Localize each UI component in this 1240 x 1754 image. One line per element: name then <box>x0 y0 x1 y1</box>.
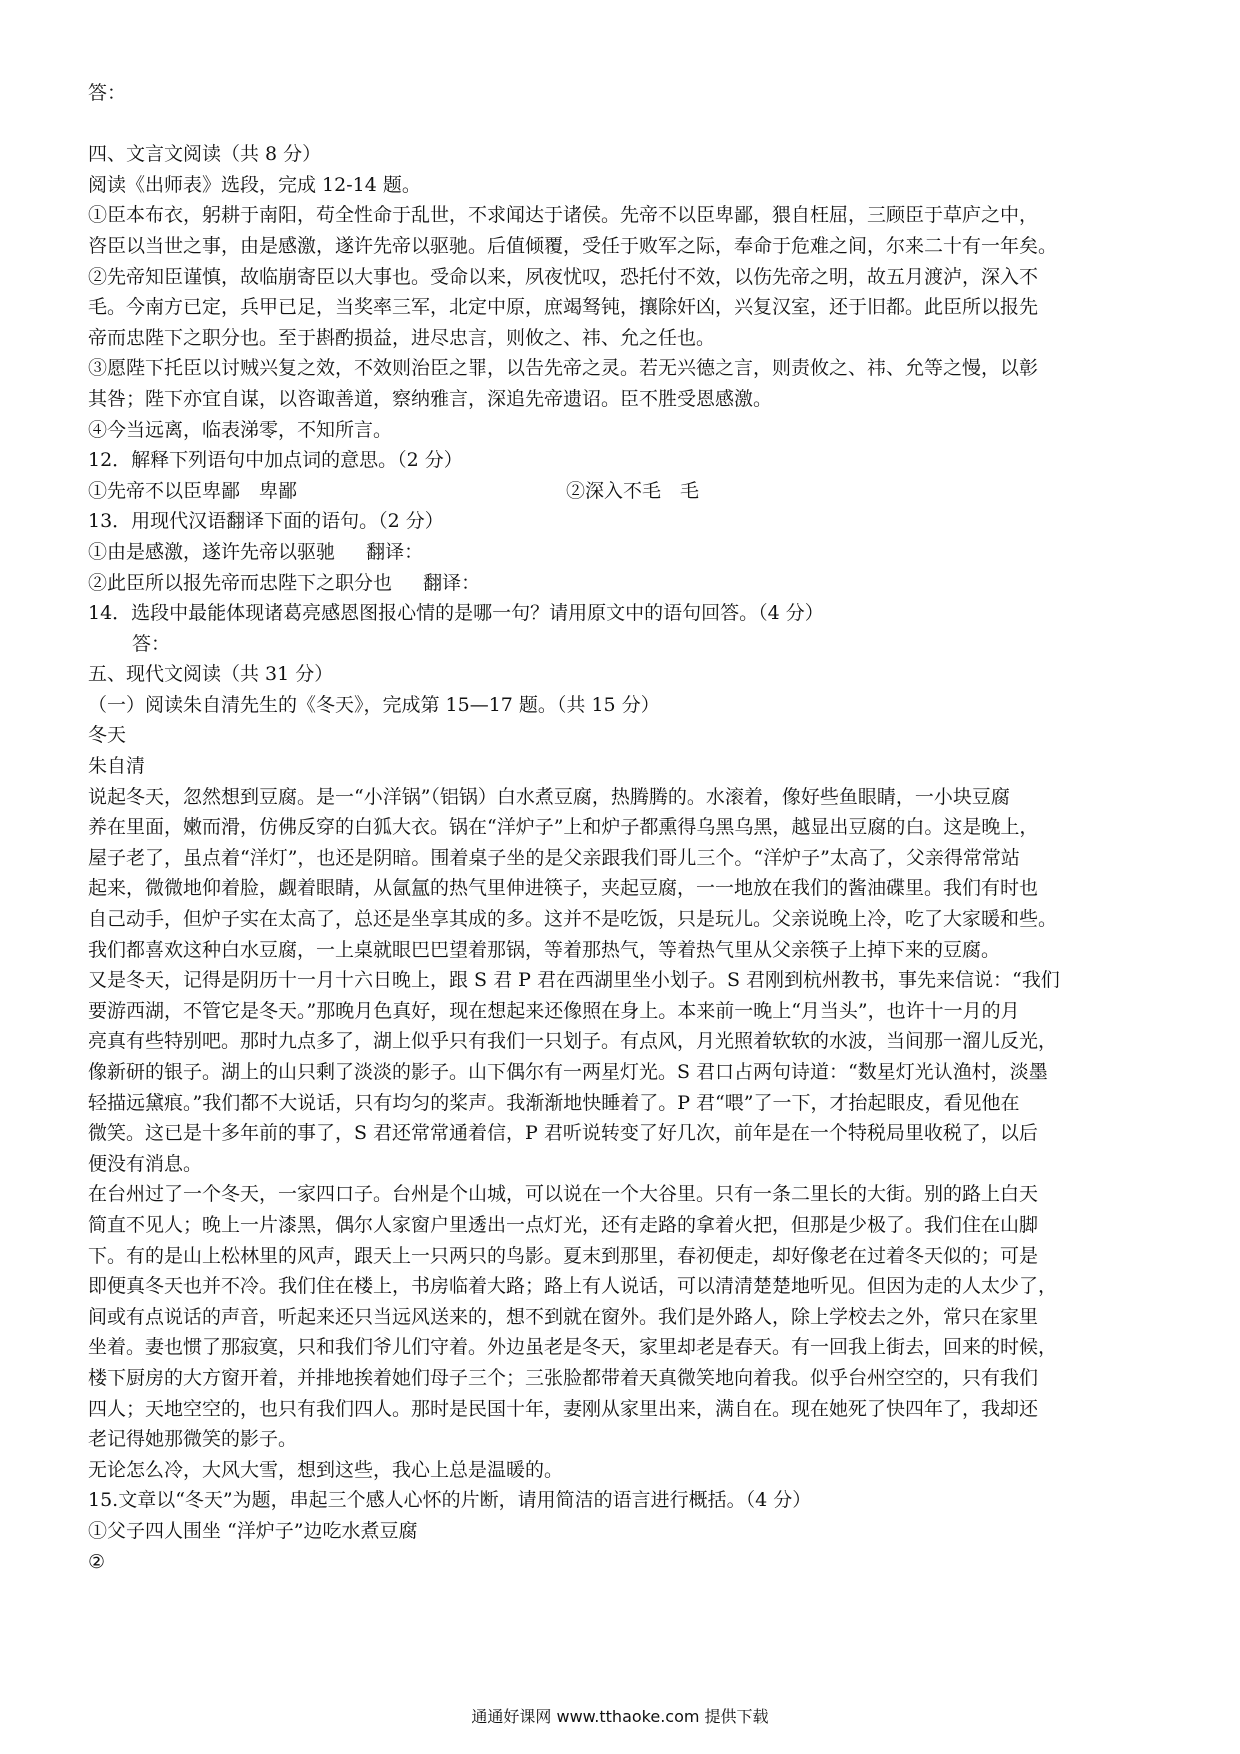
essay-line: 间或有点说话的声音，听起来还只当远风送来的，想不到就在窗外。我们是外路人，除上学校去之外，常只在家里 <box>88 1305 1039 1328</box>
essay-line: 在台州过了一个冬天，一家四口子。台州是个山城，可以说在一个大谷里。只有一条二里长的大街。别的路上白天 <box>88 1183 1039 1206</box>
essay-line: 简直不见人；晚上一片漆黑，偶尔人家窗户里透出一点灯光，还有走路的拿着火把，但那是少极了。我们住在山脚 <box>88 1213 1039 1236</box>
passage-line: 毛。今南方已定，兵甲已足，当奖率三军，北定中原，庶竭驽钝，攘除奸凶，兴复汉室，还于旧都。此臣所以报先 <box>88 296 1039 319</box>
essay-title: 冬天 <box>88 724 127 747</box>
question-15-item1: ①父子四人围坐 “洋炉子”边吃水煮豆腐 <box>88 1519 418 1542</box>
essay-line: 又是冬天，记得是阴历十一月十六日晚上，跟 S 君 P 君在西湖里坐小划子。S 君刚到杭州教书，事先来信说：“我们 <box>88 969 1060 992</box>
question-15-stem: 15.文章以“冬天”为题，串起三个感人心怀的片断，请用简洁的语言进行概括。（4 分） <box>88 1489 812 1512</box>
passage-line: ①臣本布衣，躬耕于南阳，苟全性命于乱世，不求闻达于诸侯。先帝不以臣卑鄙，猥自枉屈，三顾臣于草庐之中， <box>88 204 1039 227</box>
section5-part1-intro: （一）阅读朱自清先生的《冬天》，完成第 15—17 题。（共 15 分） <box>88 693 660 716</box>
section4-heading: 四、文言文阅读（共 8 分） <box>88 143 322 166</box>
essay-line: 轻描远黛痕。”我们都不大说话，只有均匀的桨声。我渐渐地快睡着了。P 君“喂”了一下，才抬起眼皮，看见他在 <box>88 1091 1020 1114</box>
essay-line: 说起冬天，忽然想到豆腐。是一“小洋锅”（铝锅）白水煮豆腐，热腾腾的。水滚着，像好些鱼眼睛，一小块豆腐 <box>88 785 1010 808</box>
question-12-stem: 12．解释下列语句中加点词的意思。（2 分） <box>88 449 463 472</box>
question-15-item2: ② <box>88 1550 106 1573</box>
essay-line: 养在里面，嫩而滑，仿佛反穿的白狐大衣。锅在“洋炉子”上和炉子都熏得乌黑乌黑，越显出豆腐的白。这是晚上， <box>88 816 1039 839</box>
top-answer: 答： <box>88 82 127 104</box>
question-14-answer: 答： <box>132 632 171 655</box>
essay-line: 自己动手，但炉子实在太高了，总还是坐享其成的多。这并不是吃饭，只是玩儿。父亲说晚上冷，吃了大家暖和些。 <box>88 908 1058 931</box>
essay-line: 要游西湖，不管它是冬天。”那晚月色真好，现在想起来还像照在身上。本来前一晚上“月当头”，也许十一月的月 <box>88 999 1020 1022</box>
essay-line: 亮真有些特别吧。那时九点多了，湖上似乎只有我们一只划子。有点风，月光照着软软的水波，当间那一溜儿反光， <box>88 1030 1058 1053</box>
section5-heading: 五、现代文阅读（共 31 分） <box>88 663 334 686</box>
exam-page <box>88 78 1160 1577</box>
essay-line: 老记得她那微笑的影子。 <box>88 1428 298 1451</box>
question-14-stem: 14．选段中最能体现诸葛亮感恩图报心情的是哪一句？请用原文中的语句回答。（4 分） <box>88 602 824 625</box>
essay-closing: 无论怎么冷，大风大雪，想到这些，我心上总是温暖的。 <box>88 1458 564 1481</box>
question-12-item2: ②深入不毛 毛 <box>566 479 700 502</box>
essay-line: 便没有消息。 <box>88 1152 203 1175</box>
essay-line: 坐着。妻也惯了那寂寞，只和我们爷儿们守着。外边虽老是冬天，家里却老是春天。有一回我上街去，回来的时候， <box>88 1336 1058 1359</box>
passage-line: 帝而忠陛下之职分也。至于斟酌损益，进尽忠言，则攸之、祎、允之任也。 <box>88 326 716 349</box>
essay-author: 朱自清 <box>88 755 146 778</box>
essay-line: 四人；天地空空的，也只有我们四人。那时是民国十年，妻刚从家里出来，满自在。现在她死了快四年了，我却还 <box>88 1397 1039 1420</box>
essay-line: 我们都喜欢这种白水豆腐，一上桌就眼巴巴望着那锅，等着那热气，等着热气里从父亲筷子上掉下来的豆腐。 <box>88 938 1001 961</box>
passage-line: 其咎；陛下亦宜自谋，以咨诹善道，察纳雅言，深追先帝遗诏。臣不胜受恩感激。 <box>88 387 773 410</box>
section4-intro: 阅读《出师表》选段，完成 12-14 题。 <box>88 173 421 196</box>
essay-line: 下。有的是山上松林里的风声，跟天上一只两只的鸟影。夏末到那里，春初便走，却好像老在过着冬天似的；可是 <box>88 1244 1039 1267</box>
question-12-item1: ①先帝不以臣卑鄙 卑鄙 <box>88 479 298 502</box>
essay-line: 起来，微微地仰着脸，觑着眼睛，从氤氲的热气里伸进筷子，夹起豆腐，一一地放在我们的酱油碟里。我们有时也 <box>88 877 1039 900</box>
essay-line: 即便真冬天也并不冷。我们住在楼上，书房临着大路；路上有人说话，可以清清楚楚地听见。但因为走的人太少了， <box>88 1275 1058 1298</box>
question-13-item1: ①由是感激，遂许先帝以驱驰 翻译： <box>88 540 424 563</box>
question-13-item2: ②此臣所以报先帝而忠陛下之职分也 翻译： <box>88 571 481 594</box>
passage-line: ④今当远离，临表涕零，不知所言。 <box>88 418 393 441</box>
spacer <box>88 109 1160 140</box>
passage-line: ②先帝知臣谨慎，故临崩寄臣以大事也。受命以来，夙夜忧叹，恐托付不效，以伤先帝之明，故五月渡泸，深入不 <box>88 265 1039 288</box>
essay-line: 像新研的银子。湖上的山只剩了淡淡的影子。山下偶尔有一两星灯光。S 君口占两句诗道：“数星灯光认渔村，淡墨 <box>88 1061 1048 1083</box>
essay-line: 楼下厨房的大方窗开着，并排地挨着她们母子三个；三张脸都带着天真微笑地向着我。似乎台州空空的，只有我们 <box>88 1366 1039 1389</box>
passage-line: ③愿陛下托臣以讨贼兴复之效，不效则治臣之罪，以告先帝之灵。若无兴德之言，则责攸之、祎、允等之慢，以彰 <box>88 357 1039 380</box>
passage-line: 咨臣以当世之事，由是感激，遂许先帝以驱驰。后值倾覆，受任于败军之际，奉命于危难之间，尔来二十有一年矣。 <box>88 234 1058 257</box>
footer-source: 通通好课网 www.tthaoke.com 提供下载 <box>471 1707 769 1726</box>
essay-line: 微笑。这已是十多年前的事了，S 君还常常通着信，P 君听说转变了好几次，前年是在一个特税局里收税了，以后 <box>88 1122 1038 1145</box>
essay-line: 屋子老了，虽点着“洋灯”，也还是阴暗。围着桌子坐的是父亲跟我们哥儿三个。“洋炉子”太高了，父亲得常常站 <box>88 846 1020 869</box>
question-12-items <box>88 476 1160 507</box>
question-13-stem: 13．用现代汉语翻译下面的语句。（2 分） <box>88 510 444 533</box>
